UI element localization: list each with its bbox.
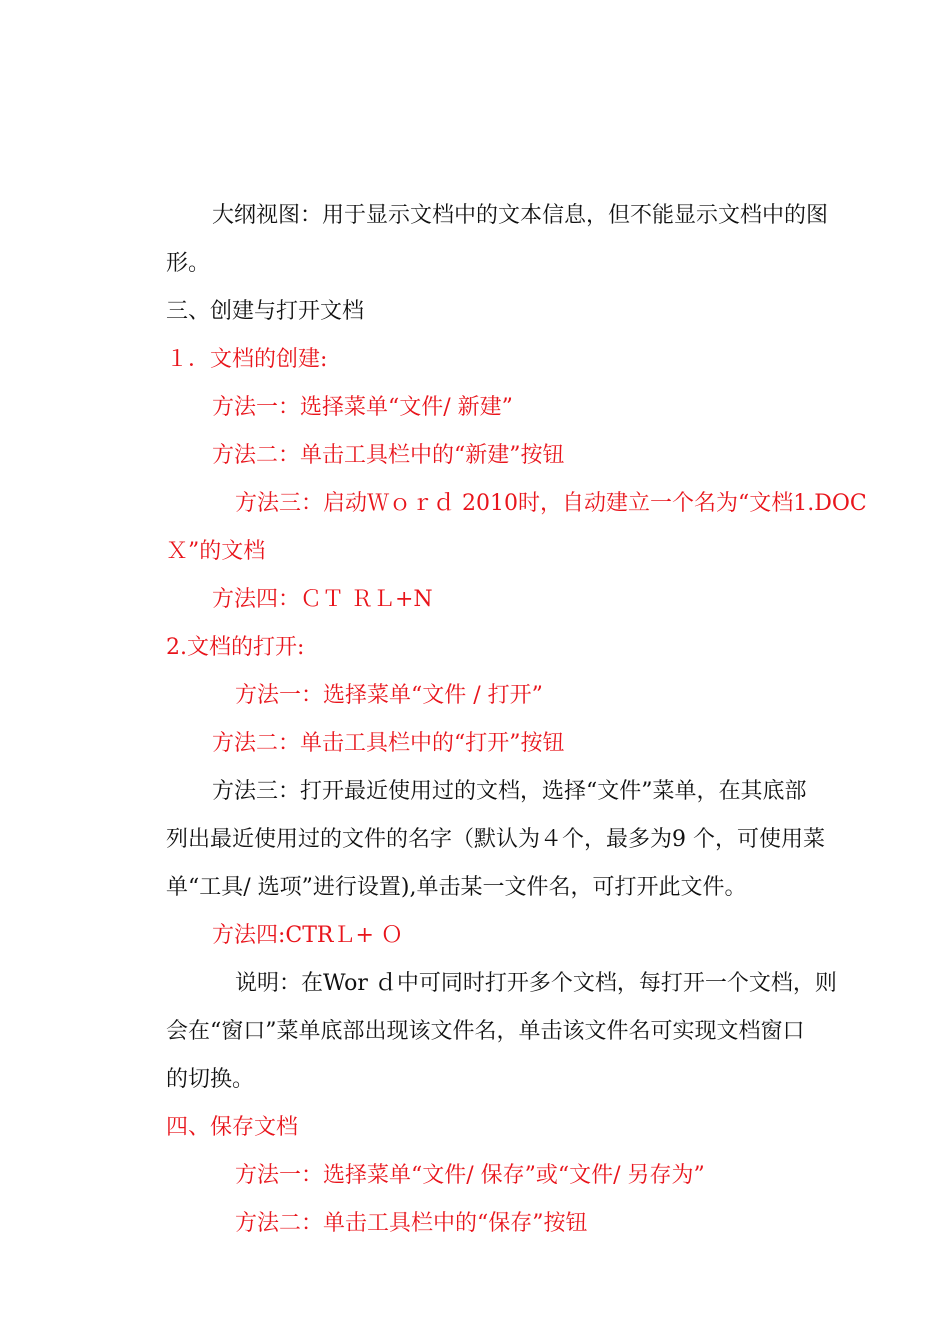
open-method-four: 方法四:CTRＬ+ Ｏ <box>212 923 403 948</box>
save-method-one: 方法一：选择菜单“文件/ 保存”或“文件/ 另存为” <box>235 1163 705 1188</box>
subheading-document-open: 2.文档的打开: <box>166 635 305 660</box>
create-method-one: 方法一：选择菜单“文件/ 新建” <box>212 395 513 420</box>
create-method-three: 方法三：启动Ｗｏｒｄ 2010时，自动建立一个名为“文档1.DOC <box>235 491 867 516</box>
explanation-paragraph: 说明：在Wor ｄ中可同时打开多个文档，每打开一个文档，则 <box>235 971 837 996</box>
open-method-one: 方法一：选择菜单“文件 / 打开” <box>235 683 543 708</box>
save-method-two: 方法二：单击工具栏中的“保存”按钮 <box>235 1211 588 1236</box>
subheading-document-create: １．文档的创建: <box>166 347 328 372</box>
explanation-paragraph-continued-2: 的切换。 <box>166 1067 255 1092</box>
open-method-three-continued-2: 单“工具/ 选项”进行设置),单击某一文件名，可打开此文件。 <box>166 875 747 900</box>
explanation-paragraph-continued-1: 会在“窗口”菜单底部出现该文件名，单击该文件名可实现文档窗口 <box>166 1019 805 1044</box>
open-method-three-continued-1: 列出最近使用过的文件的名字（默认为４个，最多为9 个，可使用菜 <box>166 827 825 852</box>
create-method-two: 方法二：单击工具栏中的“新建”按钮 <box>212 443 565 468</box>
paragraph-outline-view-continued: 形。 <box>166 251 211 276</box>
open-method-two: 方法二：单击工具栏中的“打开”按钮 <box>212 731 565 756</box>
paragraph-outline-view: 大纲视图：用于显示文档中的文本信息，但不能显示文档中的图 <box>212 203 829 228</box>
open-method-three: 方法三：打开最近使用过的文档，选择“文件”菜单，在其底部 <box>212 779 807 804</box>
section-heading-save: 四、保存文档 <box>166 1115 299 1140</box>
create-method-four: 方法四：ＣＴ ＲＬ+N <box>212 587 433 612</box>
create-method-three-continued: Ｘ”的文档 <box>166 539 266 564</box>
section-heading-create-open: 三、创建与打开文档 <box>166 299 365 324</box>
